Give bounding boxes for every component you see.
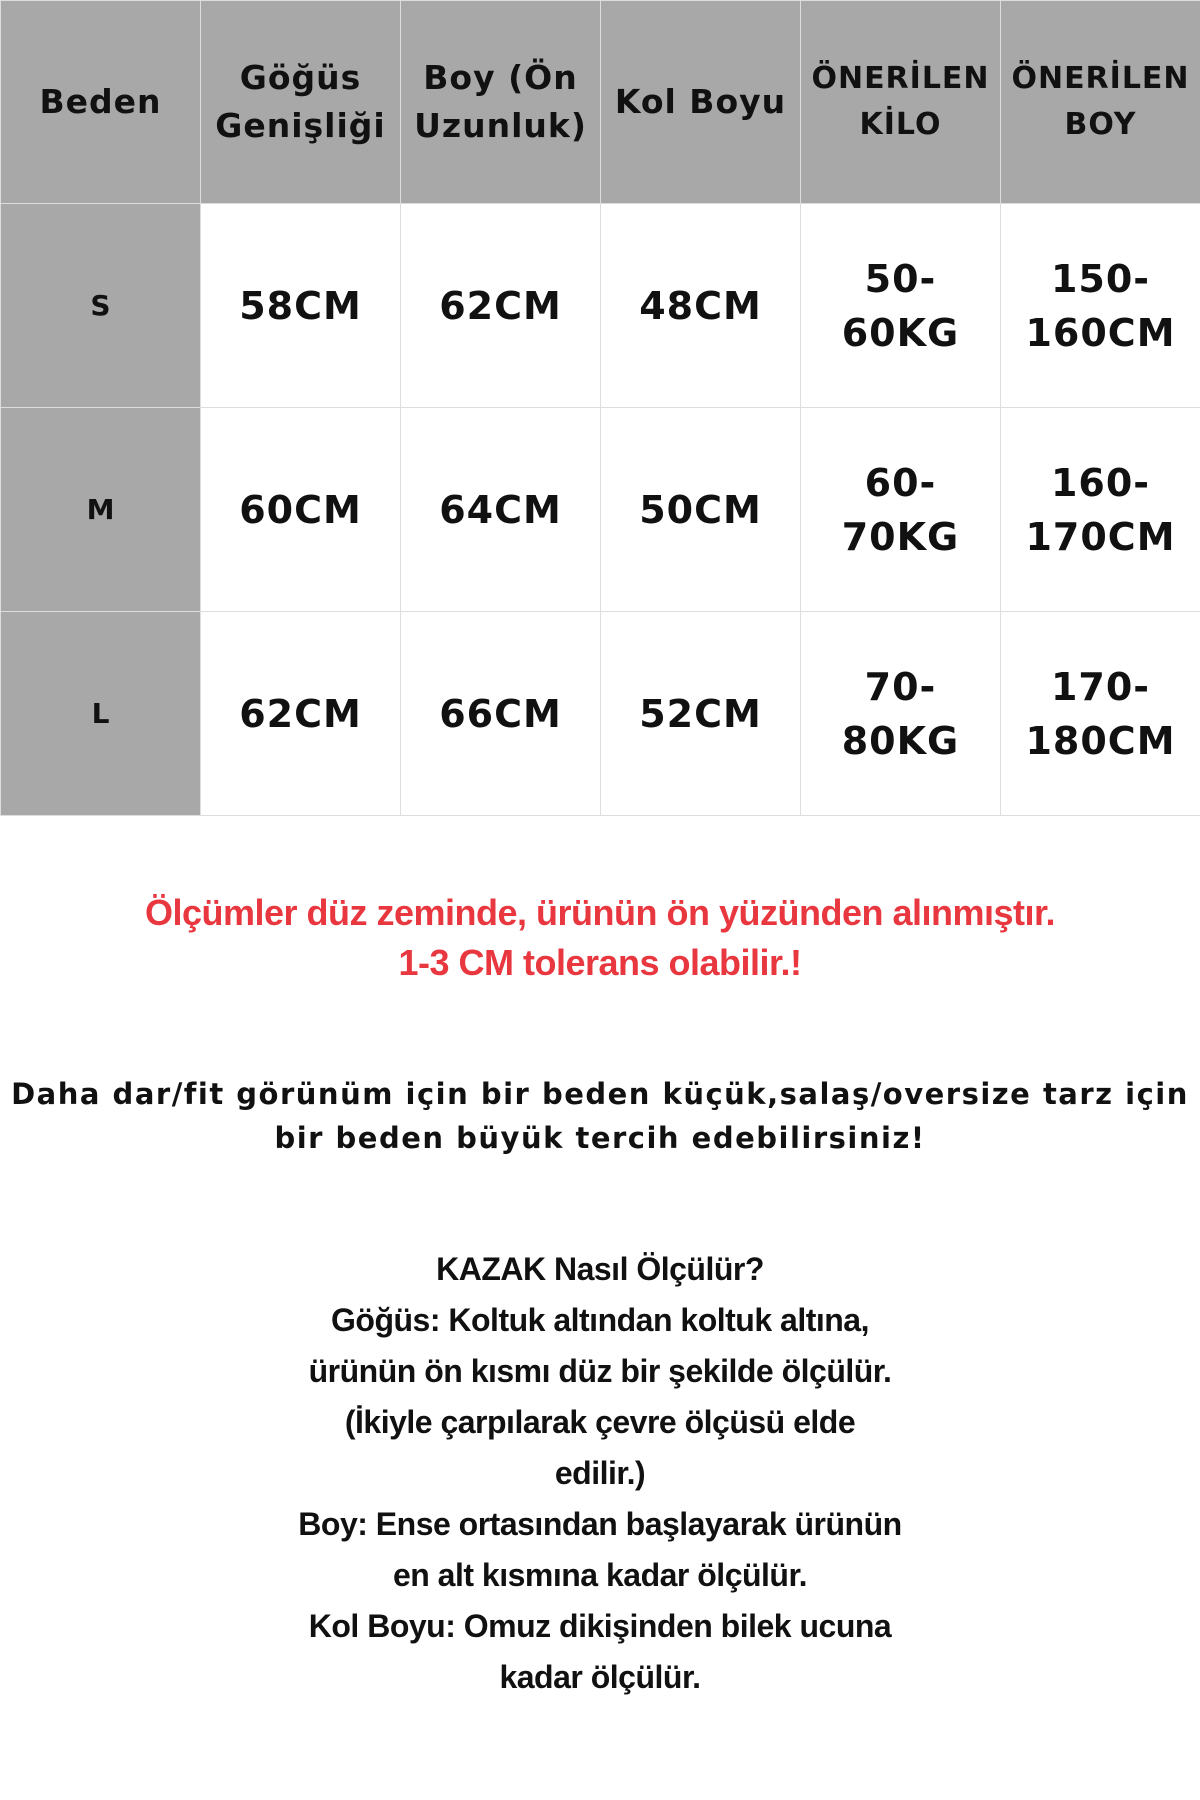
table-row (1, 612, 1200, 816)
howto-line: kadar ölçülür. (499, 1659, 701, 1695)
howto-line: Boy: Ense ortasından başlayarak ürünün (298, 1506, 902, 1542)
header-recommended-weight: ÖNERİLEN KİLO (801, 1, 1001, 204)
size-cell: M (1, 408, 201, 612)
header-size: Beden (1, 1, 201, 204)
how-to-measure-section (0, 1244, 1200, 1703)
howto-line: ürünün ön kısmı düz bir şekilde ölçülür. (308, 1353, 892, 1389)
note-line: bir beden büyük tercih edebilirsiniz! (274, 1121, 926, 1155)
header-sleeve-length: Kol Boyu (601, 1, 801, 204)
length-cell: 62CM (401, 204, 601, 408)
header-recommended-height: ÖNERİLEN BOY (1001, 1, 1200, 204)
header-chest-width: Göğüs Genişliği (201, 1, 401, 204)
measurement-tolerance-note (0, 888, 1200, 988)
fit-recommendation-note (0, 1072, 1200, 1160)
size-chart-table (0, 0, 1200, 816)
weight-cell: 70- 80KG (801, 612, 1001, 816)
howto-line: edilir.) (554, 1455, 646, 1491)
sleeve-cell: 52CM (601, 612, 801, 816)
chest-cell: 58CM (201, 204, 401, 408)
howto-line: (İkiyle çarpılarak çevre ölçüsü elde (344, 1404, 856, 1440)
note-line: Daha dar/fit görünüm için bir beden küçük,salaş/oversize tarz için (11, 1077, 1189, 1111)
chest-cell: 60CM (201, 408, 401, 612)
howto-line: Kol Boyu: Omuz dikişinden bilek ucuna (308, 1608, 892, 1644)
table-row (1, 408, 1200, 612)
note-line: Ölçümler düz zeminde, ürünün ön yüzünden alınmıştır. (144, 892, 1056, 933)
sleeve-cell: 50CM (601, 408, 801, 612)
sleeve-cell: 48CM (601, 204, 801, 408)
height-cell: 150- 160CM (1001, 204, 1200, 408)
chest-cell: 62CM (201, 612, 401, 816)
howto-line: en alt kısmına kadar ölçülür. (392, 1557, 808, 1593)
height-cell: 170- 180CM (1001, 612, 1200, 816)
header-front-length: Boy (Ön Uzunluk) (401, 1, 601, 204)
table-row (1, 204, 1200, 408)
size-cell: L (1, 612, 201, 816)
weight-cell: 60- 70KG (801, 408, 1001, 612)
length-cell: 66CM (401, 612, 601, 816)
table-header-row (1, 1, 1200, 204)
note-line: 1-3 CM tolerans olabilir.! (398, 942, 802, 983)
height-cell: 160- 170CM (1001, 408, 1200, 612)
length-cell: 64CM (401, 408, 601, 612)
howto-line: Göğüs: Koltuk altından koltuk altına, (331, 1302, 869, 1338)
weight-cell: 50- 60KG (801, 204, 1001, 408)
howto-title: KAZAK Nasıl Ölçülür? (436, 1251, 764, 1287)
size-cell: S (1, 204, 201, 408)
